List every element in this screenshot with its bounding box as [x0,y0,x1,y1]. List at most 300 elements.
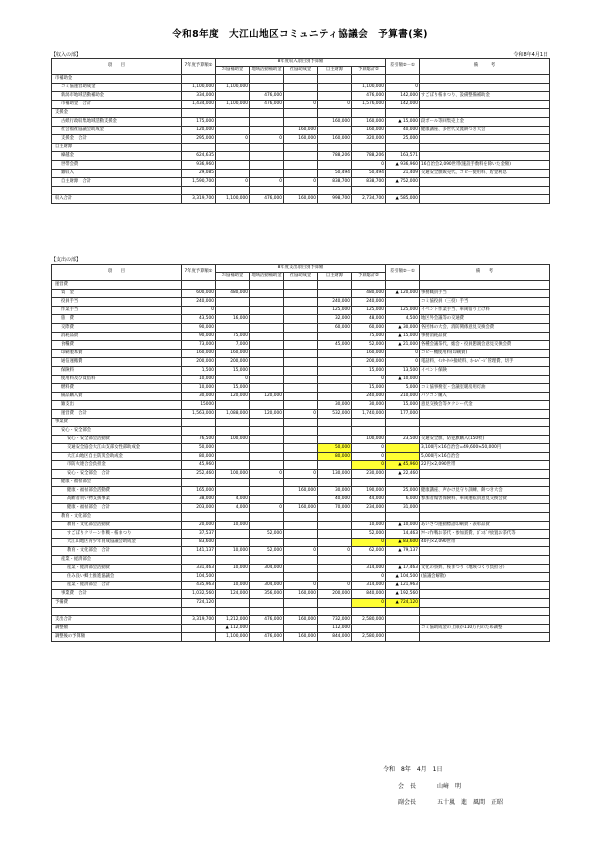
row-value [250,418,284,427]
table-row [52,358,550,367]
income-section-label: 【収入の部】 [51,52,82,58]
row-value [386,556,420,565]
row-value [284,143,318,152]
row-note: コミ協事務室・会議室暖房用灯油 [420,384,550,393]
row-value [318,349,352,358]
row-label: 支出合計 [52,616,182,625]
table-row [52,298,550,307]
row-note: ｸﾘｰﾝ作戦お茶代・参加賞費、ﾎﾞﾝﾎﾞﾘ放置お茶代等 [420,530,550,539]
table-row [52,195,550,204]
row-value: ▲ 121,963 [386,581,420,590]
row-value: 1,576,000 [352,100,386,109]
row-value [284,392,318,401]
row-label: 雑収入 [52,169,182,178]
row-value: 2,580,000 [352,616,386,625]
row-label: 備品購入費 [52,392,182,401]
row-value: 45,960 [182,461,216,470]
row-value [318,75,352,84]
row-value: 624,635 [182,152,216,161]
row-value: 120,000 [182,126,216,135]
row-value [386,624,420,633]
row-value [250,323,284,332]
table-row [52,470,550,479]
row-note [420,513,550,522]
row-value: 1,590,700 [182,178,216,187]
row-value [352,513,386,522]
row-note: 参加者傷害保険料、車両運転員意見交換会費 [420,495,550,504]
row-label: 繰越金 [52,152,182,161]
row-value: 160,000 [352,349,386,358]
row-value: 1,100,000 [216,195,250,204]
table-row [52,332,550,341]
row-value [182,556,216,565]
row-value: 1,434,000 [182,100,216,109]
row-value [318,92,352,101]
row-value [352,186,386,195]
row-value [216,418,250,427]
table-row [52,513,550,522]
row-value [386,186,420,195]
table-row [52,427,550,436]
row-value [352,109,386,118]
row-label: 健康・福祉部会 合計 [52,504,182,513]
row-value [250,332,284,341]
row-value [284,306,318,315]
row-value: 10,000 [216,521,250,530]
row-value: 200,000 [352,358,386,367]
row-value: 83,600 [182,538,216,547]
row-value: 0 [352,538,386,547]
expense-header-c5: 予算総計② [352,273,386,281]
row-value: 0 [250,504,284,513]
row-label: 健康・福祉部会 [52,478,182,487]
row-value [318,478,352,487]
row-label: 教育・文化部会 合計 [52,547,182,556]
row-value: 160,000 [284,195,318,204]
row-value: ▲ 45,960 [386,461,420,470]
row-value: 476,000 [250,92,284,101]
row-value: 142,000 [386,100,420,109]
row-value: 0 [250,135,284,144]
expense-header-group: 8年度支出項目別予算額 [216,265,386,273]
row-value [216,75,250,84]
table-row [52,375,550,384]
row-value [250,427,284,436]
row-value [182,427,216,436]
row-value: ▲ 10,000 [386,375,420,384]
row-value: 40,000 [386,126,420,135]
row-value [250,401,284,410]
row-value: 52,000 [250,547,284,556]
row-value: 60,000 [352,323,386,332]
row-label: 安心・安全部会活動費 [52,435,182,444]
row-note [420,590,550,599]
row-value: 76,500 [182,435,216,444]
row-value: 6,000 [386,495,420,504]
row-value: 177,000 [386,409,420,418]
row-value: 160,000 [284,616,318,625]
row-value [182,513,216,522]
table-row [52,409,550,418]
table-row [52,478,550,487]
row-value [216,306,250,315]
income-header-note: 備 考 [420,59,550,75]
row-value: 234,000 [352,504,386,513]
row-note: 交通安全旗販売代、コピー使用料、貯金利息 [420,169,550,178]
row-value: 0 [284,178,318,187]
row-note [420,83,550,92]
row-note: 事務職員手当 [420,289,550,298]
row-value [352,607,386,616]
row-value [284,349,318,358]
row-value: 130,000 [318,470,352,479]
row-value [216,513,250,522]
row-value [386,633,420,642]
row-value: 62,000 [352,547,386,556]
row-note [420,633,550,642]
table-row [52,126,550,135]
row-value: 1,100,000 [182,83,216,92]
row-value: 16,000 [216,315,250,324]
row-value [318,384,352,393]
row-label: 古紙行政収集地域活動支援金 [52,117,182,126]
row-value: 998,700 [318,195,352,204]
row-value [284,495,318,504]
row-value [318,513,352,522]
row-note: 16自治会2,090世帯(施設手数料を除いた金額) [420,160,550,169]
row-label: 新潟市地域活動補助金 [52,92,182,101]
row-value: 200,000 [182,358,216,367]
row-value [284,530,318,539]
row-label: 役員手当 [52,298,182,307]
row-value: 73,000 [182,341,216,350]
row-value: 0 [250,470,284,479]
row-value: 304,000 [250,581,284,590]
document-date: 令和8年4月1日 [513,52,548,58]
row-label: 産業・経済部会 [52,556,182,565]
row-value [250,513,284,522]
table-row [52,117,550,126]
row-value [318,556,352,565]
row-value: 160,000 [284,590,318,599]
row-value: 13,500 [386,366,420,375]
row-value: 80,000 [318,452,352,461]
row-value [250,556,284,565]
row-value [318,375,352,384]
row-note: パソコン購入 [420,392,550,401]
table-row [52,109,550,118]
row-value [250,126,284,135]
row-value: 50,000 [318,444,352,453]
row-value [250,186,284,195]
row-value [216,298,250,307]
row-value: 120,000 [250,409,284,418]
row-label: 産業・経済部会 合計 [52,581,182,590]
row-label: 事業費 合計 [52,590,182,599]
row-label: 雑支出 [52,401,182,410]
row-label: 予備費 [52,598,182,607]
row-value [284,186,318,195]
row-note [420,100,550,109]
row-value: 15000 [182,401,216,410]
row-note: コミ協役員（三役）手当 [420,298,550,307]
row-value: 1,100,000 [216,83,250,92]
row-value: 104,500 [182,573,216,582]
row-value: 0 [352,598,386,607]
row-value: 14,463 [386,530,420,539]
row-value [216,160,250,169]
row-value: 0 [182,306,216,315]
row-value [250,306,284,315]
row-value [250,358,284,367]
row-value: 0 [386,349,420,358]
row-value: 0 [386,358,420,367]
row-value: 476,000 [250,100,284,109]
row-value [318,109,352,118]
row-value: 203,000 [182,504,216,513]
row-value: 1,032,560 [182,590,216,599]
table-row [52,100,550,109]
row-value [284,323,318,332]
row-value [284,152,318,161]
row-value: 20,000 [182,521,216,530]
row-note: あいさつ運動標語印刷費・表彰品費 [420,521,550,530]
table-row [52,538,550,547]
row-label: 安心・安全部会 合計 [52,470,182,479]
row-value: 0 [284,470,318,479]
row-note: すごぼり桜まつり、設備整備補助金 [420,92,550,101]
row-note: 文化の祭典、桜まつり（地域づくり負担分） [420,564,550,573]
row-note [420,556,550,565]
row-value [284,281,318,290]
row-value: 160,000 [284,487,318,496]
row-label: 高齢者買い物支援事業 [52,495,182,504]
row-value [250,169,284,178]
row-value: 15,000 [216,366,250,375]
row-value [284,83,318,92]
row-value: 60,000 [318,323,352,332]
row-note: 交通安全旗、防犯旗購入(150枚) [420,435,550,444]
row-value [250,624,284,633]
row-value [284,109,318,118]
row-value: 160,000 [216,349,250,358]
row-value: 0 [352,375,386,384]
expense-header-c3: 社協助成金 [284,273,318,281]
row-value [284,624,318,633]
row-value: 0 [284,100,318,109]
row-value [352,624,386,633]
row-value [352,418,386,427]
row-value [386,452,420,461]
row-value [284,444,318,453]
table-row [52,135,550,144]
row-value: 45,000 [318,341,352,350]
row-value: 4,000 [216,504,250,513]
row-value [250,495,284,504]
row-value: 190,000 [352,487,386,496]
row-value [250,487,284,496]
row-value [250,444,284,453]
row-value [250,573,284,582]
table-row [52,598,550,607]
row-value: 48,000 [352,315,386,324]
row-note: 意見交換会等タクシー代金 [420,401,550,410]
row-note [420,427,550,436]
row-value [216,401,250,410]
row-value [182,607,216,616]
row-value: 0 [216,375,250,384]
row-value: 252,460 [182,470,216,479]
row-value [318,126,352,135]
row-note [420,470,550,479]
row-note [420,607,550,616]
row-value: 0 [352,573,386,582]
row-value: 165,000 [182,487,216,496]
row-value [318,530,352,539]
row-value [216,444,250,453]
row-value: 30,000 [182,392,216,401]
row-value: 240,000 [352,392,386,401]
row-value [284,375,318,384]
row-value: 10,000 [182,375,216,384]
row-value [352,75,386,84]
row-note: コミ協助成金の上限が110万円のため調整 [420,624,550,633]
row-value: 5,000 [386,384,420,393]
row-value: 320,000 [352,135,386,144]
row-value [284,341,318,350]
row-value [250,143,284,152]
row-value: 120,000 [216,392,250,401]
row-value: 304,000 [250,564,284,573]
row-value [284,298,318,307]
row-value: 3,319,700 [182,195,216,204]
row-value: 314,000 [352,564,386,573]
row-note [420,178,550,187]
row-value [182,281,216,290]
signature-role-president: 会 長 [398,783,417,790]
row-value: 435,963 [182,581,216,590]
row-label: 自主財源 [52,143,182,152]
row-value [250,298,284,307]
row-label: 食糧費 [52,341,182,350]
row-value: 838,700 [352,178,386,187]
row-label: 自主財源 合計 [52,178,182,187]
row-value: 160,000 [318,135,352,144]
table-row [52,92,550,101]
row-value: 50,000 [182,444,216,453]
row-label: 安心・安全部会 [52,427,182,436]
row-value: 334,000 [182,92,216,101]
row-label: 事業費 [52,418,182,427]
row-value: 210,000 [386,392,420,401]
table-row [52,607,550,616]
row-value: 788,206 [318,152,352,161]
row-label: 使用料及び賃借料 [52,375,182,384]
row-value [318,281,352,290]
income-table [51,58,550,204]
row-value [250,109,284,118]
row-value: 52,000 [352,530,386,539]
row-value [284,513,318,522]
row-value: 21,409 [386,169,420,178]
row-label: 健康・福祉部会活動費 [52,487,182,496]
row-value [250,375,284,384]
table-row [52,590,550,599]
income-header-diff: 差引額②－① [386,59,420,75]
row-value [386,75,420,84]
row-value [182,143,216,152]
row-value [318,83,352,92]
row-label: 支援金 合計 [52,135,182,144]
table-row [52,349,550,358]
row-value [284,452,318,461]
row-value [216,598,250,607]
expense-header-c1: ｺﾐ協補助金 [216,273,250,281]
row-value: 44,000 [352,495,386,504]
row-value: 15,000 [386,401,420,410]
row-value [216,143,250,152]
row-value [216,538,250,547]
row-value [386,444,420,453]
table-row [52,435,550,444]
row-value: 356,000 [250,590,284,599]
row-value: 50,494 [318,169,352,178]
row-value [318,160,352,169]
row-value: ▲ 752,000 [386,178,420,187]
row-value [284,478,318,487]
table-row [52,366,550,375]
row-value [352,427,386,436]
table-row [52,384,550,393]
row-value: 40,000 [318,495,352,504]
row-value: 1,212,000 [216,616,250,625]
row-note [420,186,550,195]
row-value [284,384,318,393]
income-header-c4: 自主財源 [318,67,352,75]
table-row [52,573,550,582]
row-value: 4,500 [386,315,420,324]
signature-date: 令和 8年 4月 1日 [383,766,443,773]
row-value [182,75,216,84]
row-note [420,109,550,118]
expense-header-note: 備 考 [420,265,550,281]
row-value [284,418,318,427]
table-row [52,169,550,178]
row-value [284,289,318,298]
row-value: 844,000 [318,633,352,642]
row-label: 世帯会費 [52,160,182,169]
row-label: 調整後の予算額 [52,633,182,642]
row-value: 10,000 [216,581,250,590]
row-value [318,461,352,470]
row-value [216,461,250,470]
row-value: 732,000 [318,616,352,625]
row-value [250,83,284,92]
row-value: 75,000 [352,332,386,341]
row-label: コミ協運営助成金 [52,83,182,92]
row-note: 各団体の大会、消防関係意見交換会費 [420,323,550,332]
row-value [284,160,318,169]
expense-header-prev: 7年度予算額① [182,265,216,281]
row-value: 90,000 [182,323,216,332]
row-note [420,143,550,152]
row-value: 0 [352,461,386,470]
row-value: ▲ 79,137 [386,547,420,556]
row-value: 25,000 [386,135,420,144]
row-value: 30,000 [352,401,386,410]
row-note: 健康講座、声かけ見守り訓練、餅つき大会 [420,487,550,496]
row-label: 運営費 [52,281,182,290]
